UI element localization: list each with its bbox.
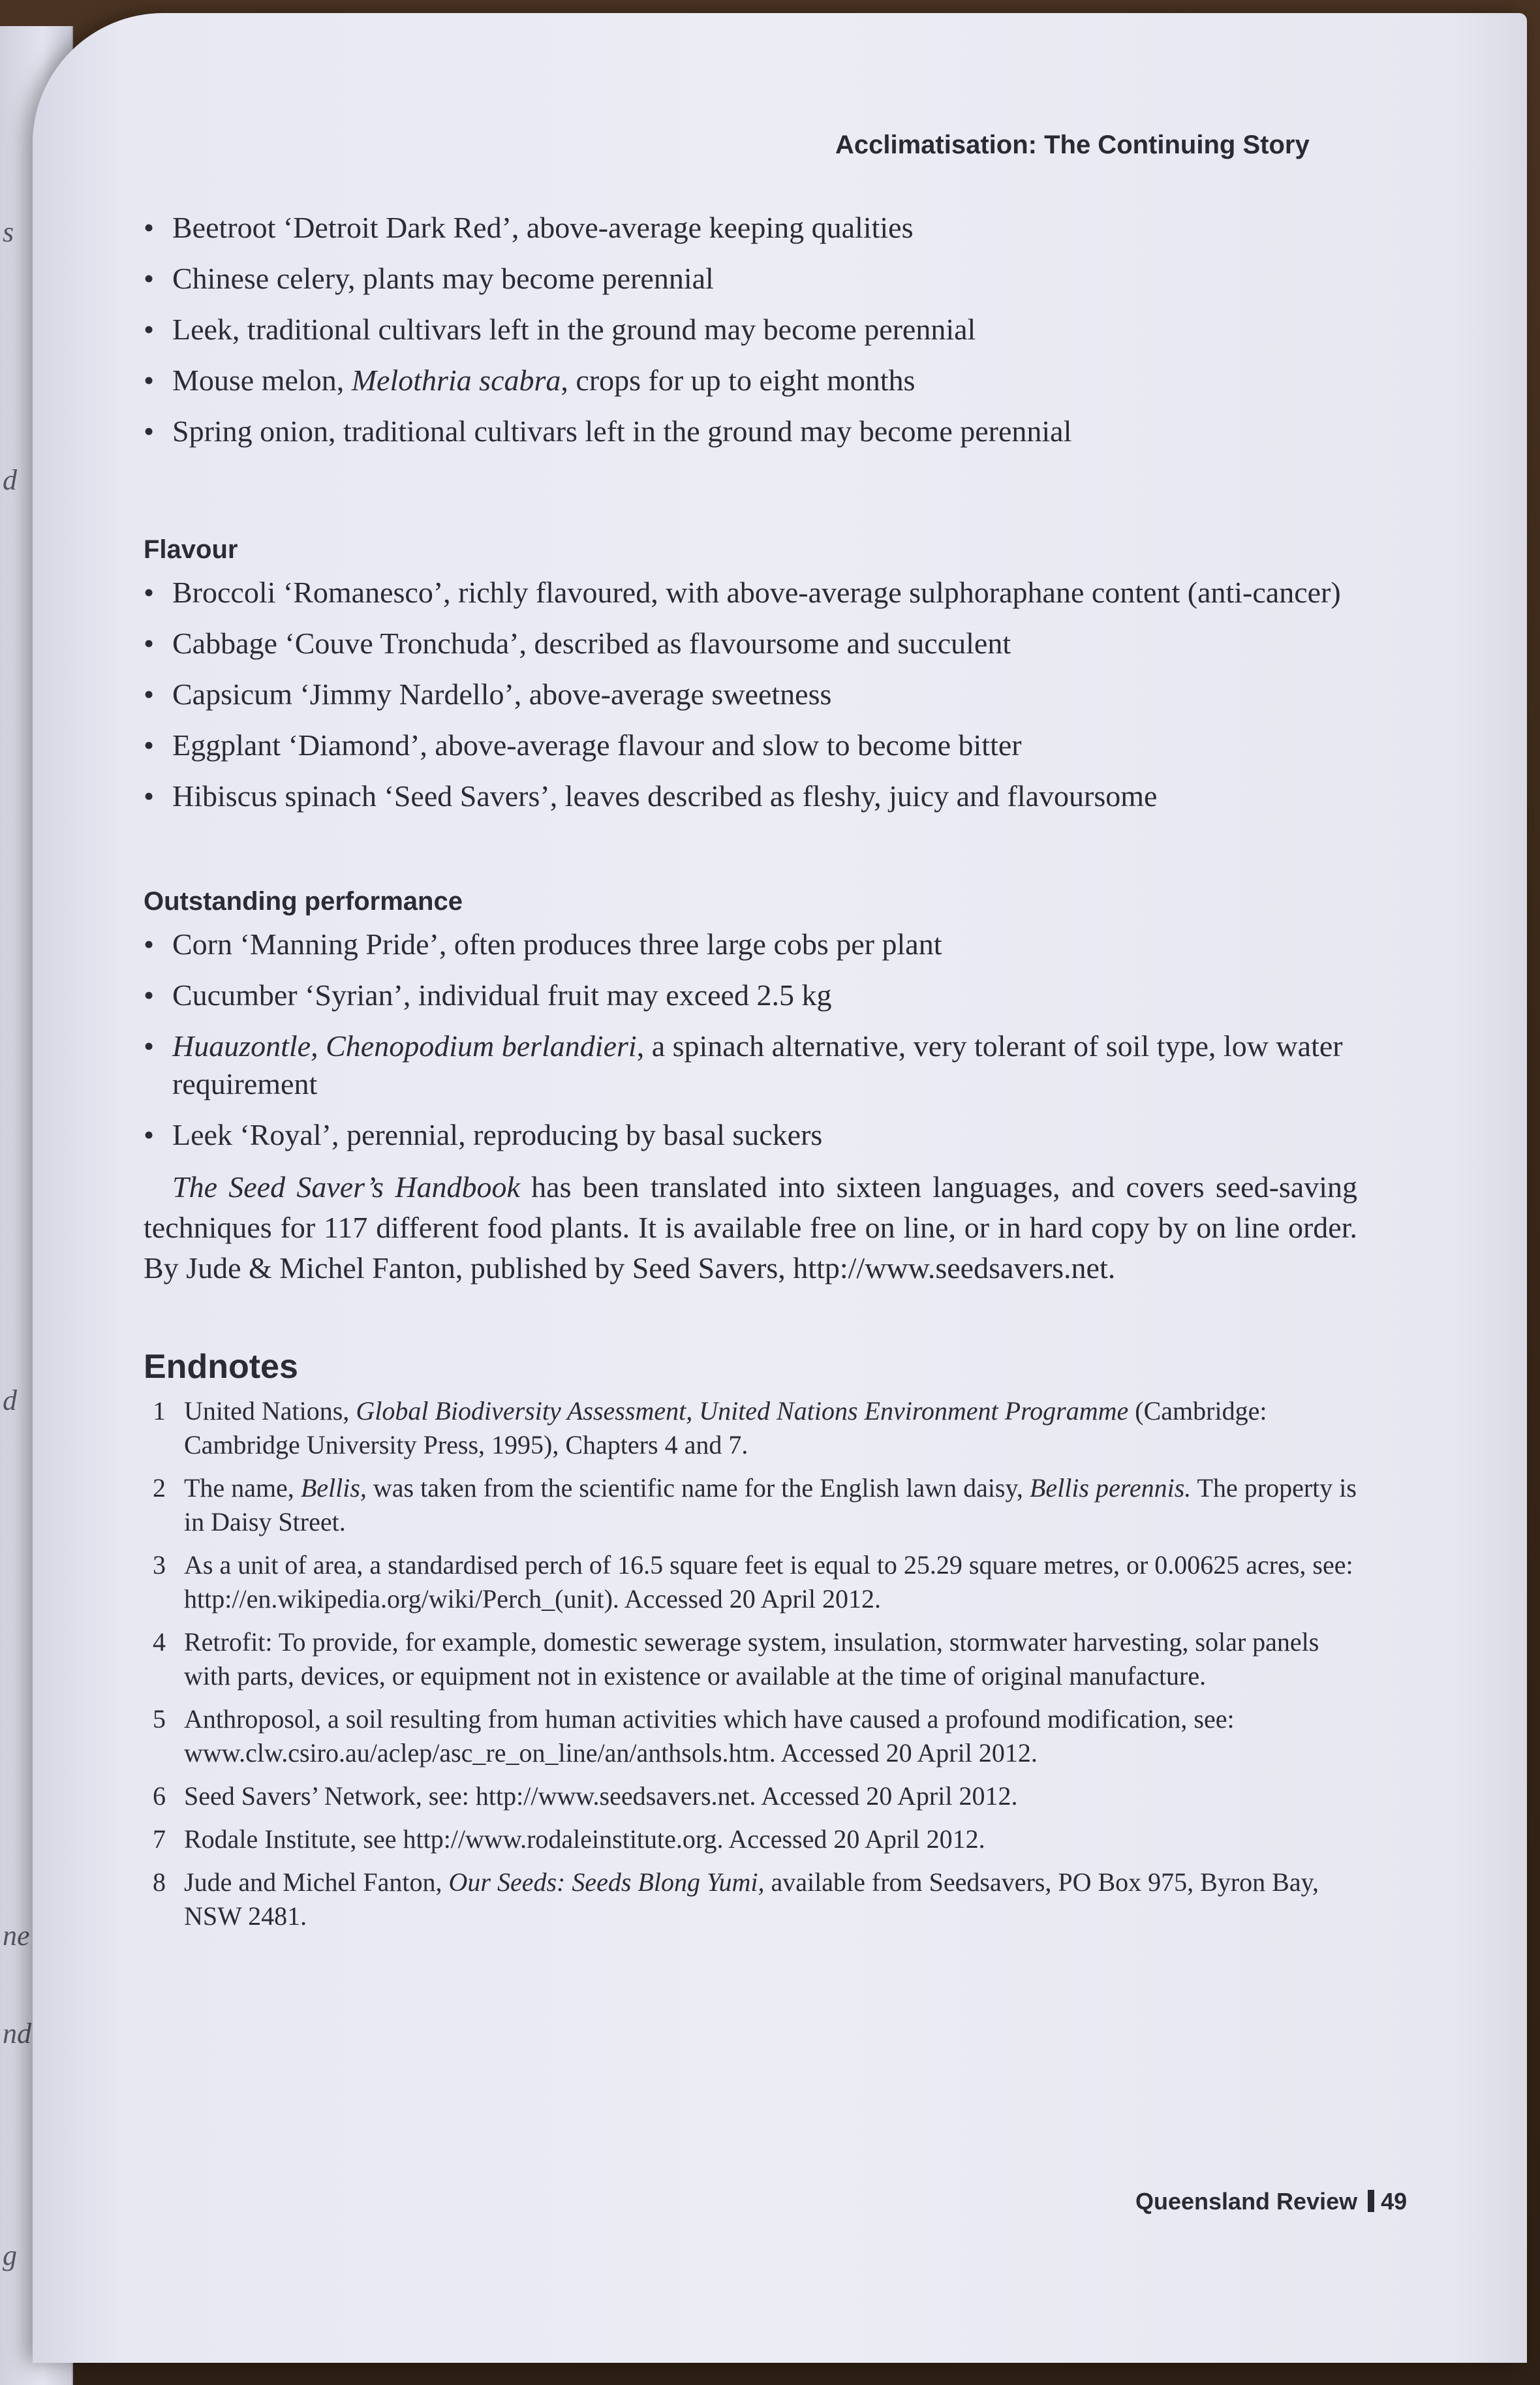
list-item: • Spring onion, traditional cultivars left in the ground may become perennial [144, 414, 1072, 448]
list-item: • Eggplant ‘Diamond’, above-average flavour and slow to become bitter [144, 728, 1022, 762]
endnote-item: 5 Anthroposol, a soil resulting from human activities which have caused a profound modification, see: www.clw.csiro.au/aclep/asc_re_on_line/an/anthsols.htm. Accessed 20 April 2012. [153, 1704, 1235, 1768]
list-item: • Cabbage ‘Couve Tronchuda’, described as flavoursome and succulent [144, 627, 1011, 660]
endnote-item: 4 Retrofit: To provide, for example, domestic sewerage system, insulation, stormwater harvesting, solar panels with parts, devices, or equipment not in existence or available at the time of original manufacture. [153, 1627, 1319, 1691]
facing-page-fragment: s [3, 216, 14, 248]
page-number: 49 [1381, 2188, 1408, 2215]
list-item: • Capsicum ‘Jimmy Nardello’, above-average sweetness [144, 678, 832, 711]
list-item: • Leek ‘Royal’, perennial, reproducing by basal suckers [144, 1118, 823, 1151]
list-item: • Huauzontle, Chenopodium berlandieri, a spinach alternative, very tolerant of soil type, low water requirement [144, 1029, 1343, 1100]
list-item: • Beetroot ‘Detroit Dark Red’, above-average keeping qualities [144, 211, 914, 244]
endnotes-heading: Endnotes [144, 1348, 298, 1386]
section-heading-flavour: Flavour [144, 535, 238, 564]
endnote-item: 8 Jude and Michel Fanton, Our Seeds: Seeds Blong Yumi, available from Seedsavers, PO Box 975, Byron Bay, NSW 2481. [153, 1867, 1319, 1931]
endnotes-list [144, 1394, 1357, 1933]
handbook-paragraph: The Seed Saver’s Handbook has been translated into sixteen languages, and covers seed-saving techniques for 117 different food plants. It is available free on line, or in hard copy by on line order. By Jude & Michel Fanton, published by Seed Savers, http://www.seedsavers.net. [144, 1170, 1357, 1285]
list-item: • Corn ‘Manning Pride’, often produces three large cobs per plant [144, 928, 942, 961]
endnote-item: 1 United Nations, Global Biodiversity Assessment, United Nations Environment Programme (Cambridge: Cambridge University Press, 1995), Chapters 4 and 7. [153, 1396, 1267, 1459]
facing-page-fragment: g [3, 2239, 17, 2271]
section-heading-performance: Outstanding performance [144, 887, 463, 916]
endnote-item: 7 Rodale Institute, see http://www.rodaleinstitute.org. Accessed 20 April 2012. [153, 1824, 985, 1854]
performance-list [144, 926, 1357, 1154]
facing-page-fragment: nd [3, 2018, 31, 2050]
facing-page-fragment: ne [3, 1920, 30, 1952]
endnote-item: 2 The name, Bellis, was taken from the scientific name for the English lawn daisy, Bellis perennis. The property is in Daisy Street. [153, 1473, 1357, 1536]
facing-page-fragment: d [3, 464, 17, 496]
page-footer [1135, 2188, 1407, 2215]
journal-name: Queensland Review [1135, 2188, 1358, 2215]
list-item: • Leek, traditional cultivars left in the ground may become perennial [144, 313, 976, 346]
list-item: • Mouse melon, Melothria scabra, crops for up to eight months [144, 364, 916, 397]
footer-bar-divider [1368, 2190, 1374, 2212]
running-head: Acclimatisation: The Continuing Story [835, 131, 1310, 159]
list-item: • Cucumber ‘Syrian’, individual fruit may exceed 2.5 kg [144, 978, 832, 1012]
endnote-item: 3 As a unit of area, a standardised perch of 16.5 square feet is equal to 25.29 square metres, or 0.00625 acres, see: http://en.wikipedia.org/wiki/Perch_(unit). Accessed 20 April 2012. [153, 1550, 1353, 1613]
endnote-item: 6 Seed Savers’ Network, see: http://www.seedsavers.net. Accessed 20 April 2012. [153, 1781, 1018, 1811]
book-page [33, 13, 1527, 2363]
page-body [144, 209, 1357, 1942]
list-item: • Broccoli ‘Romanesco’, richly flavoured, with above-average sulphoraphane content (anti-cancer) [144, 576, 1341, 609]
list-item: • Hibiscus spinach ‘Seed Savers’, leaves described as fleshy, juicy and flavoursome [144, 779, 1158, 813]
top-bullet-list [144, 209, 1357, 450]
flavour-list [144, 574, 1357, 815]
facing-page-fragment: d [3, 1384, 17, 1416]
list-item: • Chinese celery, plants may become perennial [144, 262, 714, 295]
